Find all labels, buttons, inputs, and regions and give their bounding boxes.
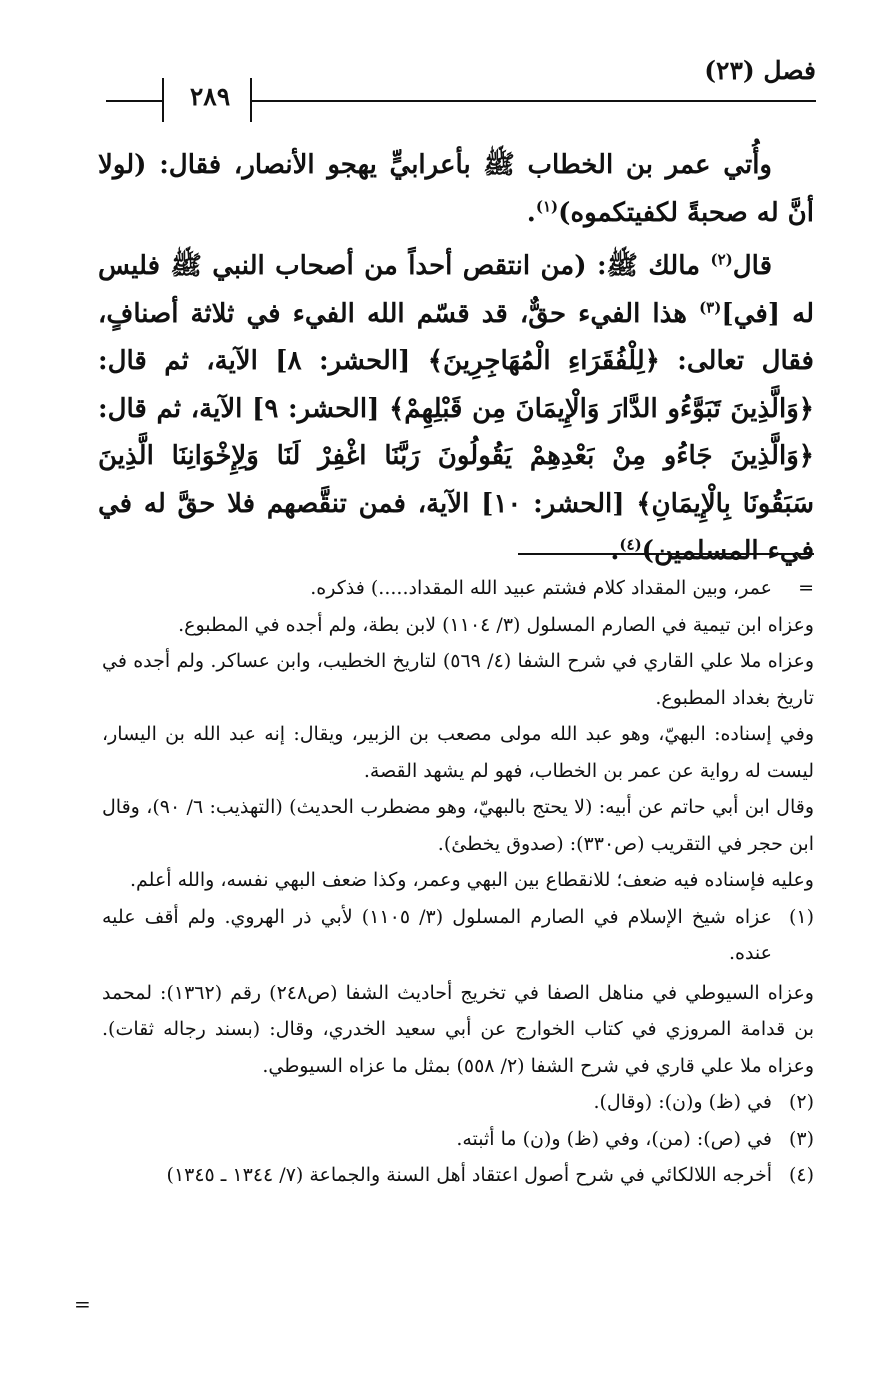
footnote-line: عمر، وبين المقداد كلام فشتم عبيد الله المقداد.....) فذكره. — [310, 577, 772, 599]
footnote-marker: (١) — [788, 905, 814, 928]
paragraph-malik-end: . — [610, 536, 620, 566]
paragraph-malik-qala: قال — [732, 251, 772, 281]
header-divider-left — [162, 78, 164, 122]
paragraph-umar-end: . — [526, 197, 536, 228]
note-ref-2: (٢) — [710, 250, 733, 269]
footnote-paragraph: وفي إسناده: البهيّ، وهو عبد الله مولى مصعب بن الزبير، ويقال: إنه عبد الله بن اليسار، ليست له رواية عن عمر بن الخطاب، فهو لم يشهد القصة. — [102, 723, 814, 782]
footnotes — [102, 570, 814, 1194]
footnote-1 — [102, 899, 814, 972]
footnote-marker: (٣) — [788, 1127, 814, 1150]
footnote-1-continued — [102, 975, 814, 1085]
paragraph-malik-text-1: مالك ﷺ: (من انتقص أحداً من أصحاب النبي ﷺ فليس له [في] — [98, 251, 814, 329]
continuation-marker: = — [798, 577, 814, 599]
header-rule-left — [106, 100, 162, 102]
footnote-text: وعزاه السيوطي في مناهل الصفا في تخريج أحاديث الشفا (ص٢٤٨) رقم (١٣٦٢): لمحمد بن قدامة المروزي في كتاب الخوارج عن أبي سعيد الخدري، وقال: (بسند رجاله ثقات). وعزاه ملا علي قاري في شرح الشفا (٢/ ٥٥٨) بمثل ما عزاه السيوطي. — [102, 981, 814, 1077]
paragraph-umar-text: وأُتي عمر بن الخطاب ﷺ بأعرابيٍّ يهجو الأنصار، فقال: (لولا أنَّ له صحبةً لكفيتكموه) — [98, 150, 814, 228]
footnote-paragraph: وقال ابن أبي حاتم عن أبيه: (لا يحتج بالبهيّ، وهو مضطرب الحديث) (التهذيب: ٦/ ٩٠)، وقال ابن حجر في التقريب (ص٣٣٠): (صدوق يخطئ). — [102, 796, 814, 855]
footnote-paragraph: وعليه فإسناده فيه ضعف؛ للانقطاع بين البهي وعمر، وكذا ضعف البهي نفسه، والله أعلم. — [129, 869, 814, 891]
footnote-3 — [102, 1121, 814, 1158]
footnote-2 — [102, 1084, 814, 1121]
footnote-paragraph: وعزاه ابن تيمية في الصارم المسلول (٣/ ١١٠٤) لابن بطة، ولم أجده في المطبوع. — [178, 613, 814, 636]
footnote-separator — [518, 553, 814, 555]
note-ref-4: (٤) — [619, 535, 642, 554]
page-number: ٢٨٩ — [189, 82, 231, 111]
footnote-paragraph: وعزاه ملا علي القاري في شرح الشفا (٤/ ٥٦٩) لتاريخ الخطيب، وابن عساكر. ولم أجده في تاريخ بغداد المطبوع. — [102, 650, 814, 709]
footnote-continuation — [102, 570, 814, 607]
footnote-text: في (ظ) و(ن): (وقال). — [593, 1091, 772, 1113]
footnote-marker: (٤) — [788, 1164, 814, 1186]
header-rule-right — [250, 100, 816, 102]
note-ref-1: (١) — [535, 196, 559, 215]
footnote-text: أخرجه اللالكائي في شرح أصول اعتقاد أهل السنة والجماعة (٧/ ١٣٤٤ ـ ١٣٤٥) — [166, 1164, 772, 1186]
paragraph-malik — [98, 243, 814, 576]
chapter-title: فصل (٢٣) — [704, 56, 816, 85]
footnote-marker: (٢) — [788, 1091, 814, 1113]
footnote-4 — [102, 1157, 814, 1194]
note-ref-3: (٣) — [699, 297, 722, 316]
paragraph-malik-text-2: هذا الفيء حقٌّ، قد قسّم الله الفيء في ثلاثة أصنافٍ، فقال تعالى: ﴿لِلْفُقَرَاءِ الْمُهَاجِرِينَ﴾ [الحشر: ٨] الآية، ثم قال: ﴿وَالَّذِينَ تَبَوَّءُو الدَّارَ وَالْإِيمَانَ مِن قَبْلِهِمْ﴾ [الحشر: ٩] الآية، ثم قال: ﴿وَالَّذِينَ جَاءُو مِنْ بَعْدِهِمْ يَقُولُونَ رَبَّنَا اغْفِرْ لَنَا وَلِإِخْوَانِنَا الَّذِينَ سَبَقُونَا بِالْإِيمَانِ﴾ [الحشر: ١٠] الآية، فمن تنقَّصهم فلا حقَّ له في فيء المسلمين) — [98, 298, 814, 566]
continued-marker: = — [74, 1292, 91, 1316]
paragraph-umar — [98, 142, 814, 237]
footnote-text: في (ص): (من)، وفي (ظ) و(ن) ما أثبته. — [456, 1127, 772, 1150]
footnote-text: عزاه شيخ الإسلام في الصارم المسلول (٣/ ١١٠٥) لأبي ذر الهروي. ولم أقف عليه عنده. — [102, 905, 772, 964]
header-divider-right — [250, 78, 252, 122]
